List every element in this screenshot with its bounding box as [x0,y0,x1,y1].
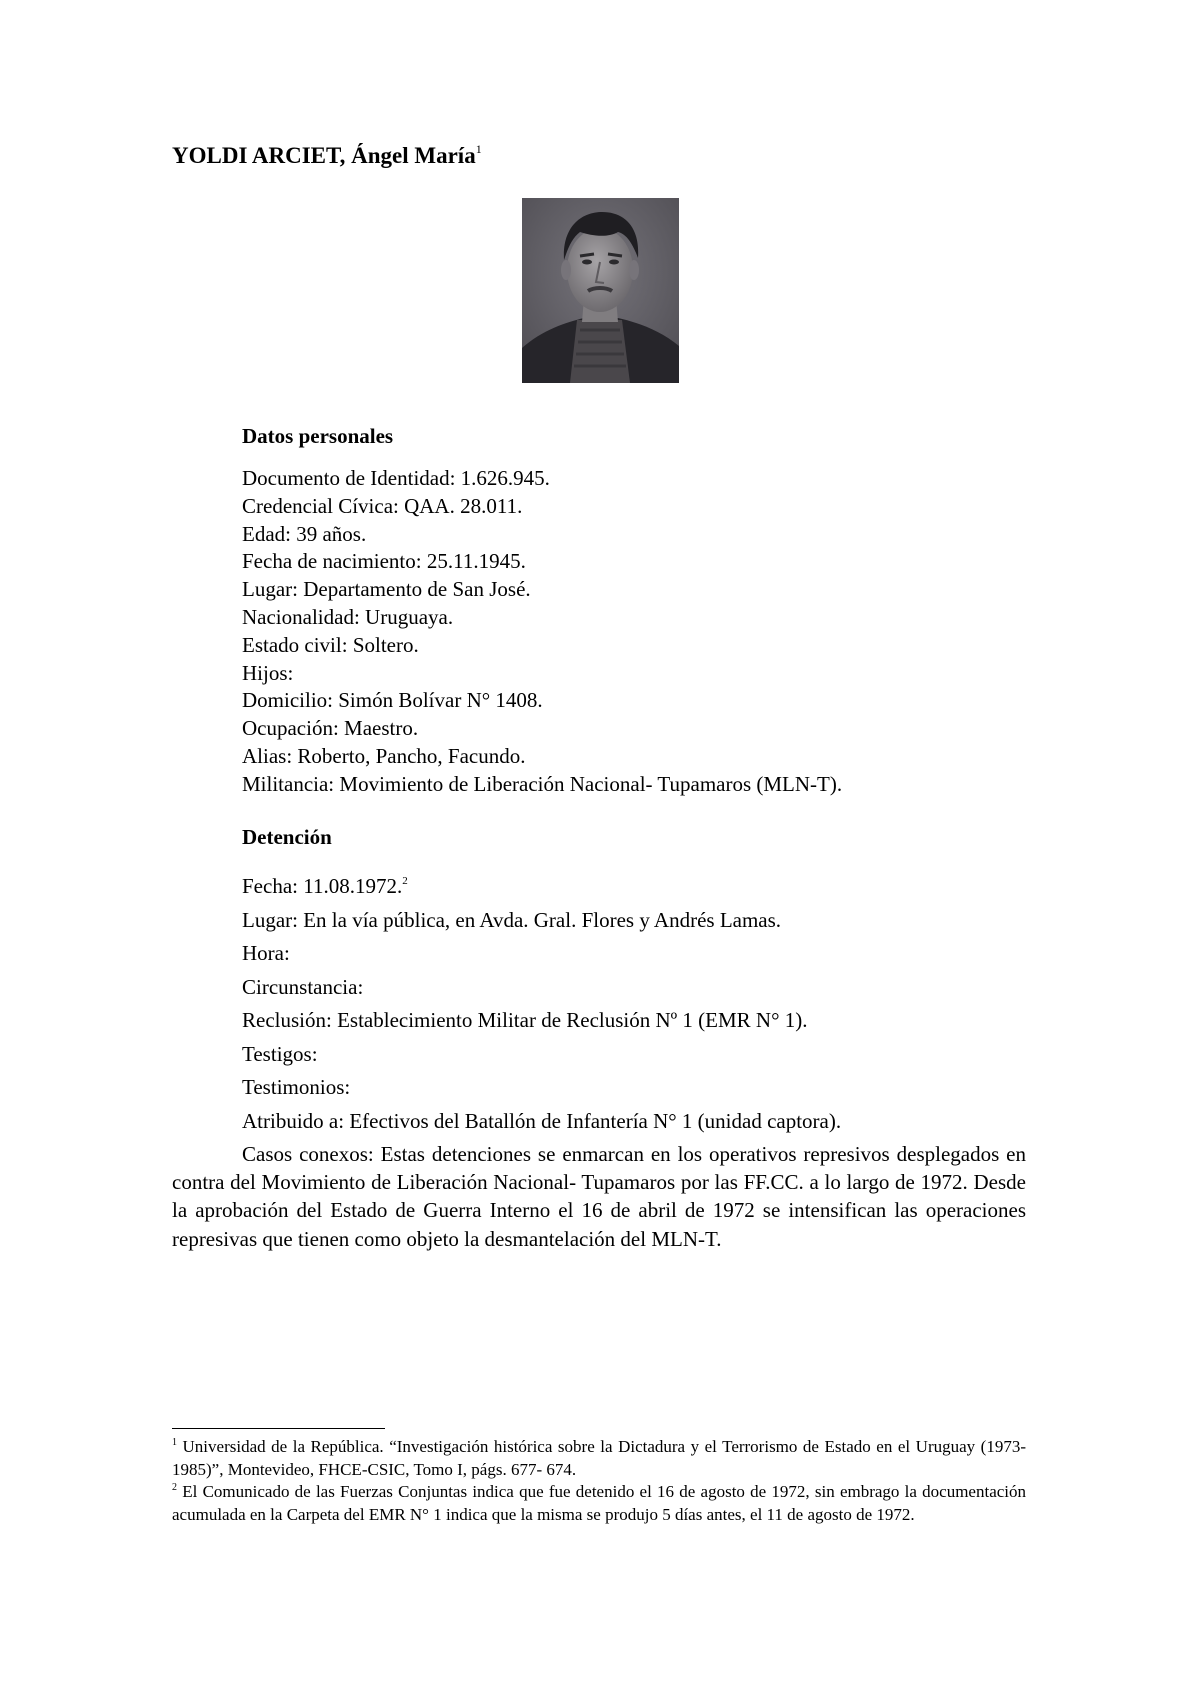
footnote-number: 2 [172,1482,177,1493]
detencion-line: Circunstancia: [242,974,364,999]
portrait-photo [522,198,679,383]
datos-line: Alias: Roberto, Pancho, Facundo. [242,743,526,768]
footnote-text: El Comunicado de las Fuerzas Conjuntas indica que fue detenido el 16 de agosto de 1972, sin embrago la documentación acumulada en la Carpeta del EMR N° 1 indica que la misma se produjo 5 días antes, el 11 de agosto de 1972. [172,1482,1027,1524]
datos-line: Fecha de nacimiento: 25.11.1945. [242,549,526,574]
footnote-number: 1 [172,1437,177,1448]
footnote-ref-1: 1 [475,142,482,156]
detencion-line: Atribuido a: Efectivos del Batallón de Infantería N° 1 (unidad captora). [242,1108,842,1133]
casos-conexos-paragraph: Casos conexos: Estas detenciones se enmarcan en los operativos represivos desplegados en contra del Movimiento de Liberación Nacional- Tupamaros por las FF.CC. a lo largo de 1972. Desde la aprobación del Estado de Guerra Interno el 16 de abril de 1972 se intensifican las operaciones represivas que tienen como objeto la desmantelación del MLN-T. [172,1142,1026,1251]
detencion-line: Testigos: [242,1041,318,1066]
portrait-photo-icon [522,198,679,383]
datos-line: Ocupación: Maestro. [242,716,419,741]
datos-line: Estado civil: Soltero. [242,632,419,657]
footnote-2 [172,1481,1026,1526]
footnote-ref-2: 2 [402,875,408,887]
footnote-divider [172,1428,385,1429]
detencion-list [242,870,841,1138]
section-heading-detencion: Detención [242,825,332,849]
footnotes [172,1436,1026,1526]
detencion-line: Lugar: En la vía pública, en Avda. Gral. Flores y Andrés Lamas. [242,907,782,932]
datos-line: Domicilio: Simón Bolívar N° 1408. [242,688,543,713]
footnote-text: Universidad de la República. “Investigación histórica sobre la Dictadura y el Terrorismo de Estado en el Uruguay (1973-1985)”, Montevideo, FHCE-CSIC, Tomo I, págs. 677- 674. [172,1437,1026,1479]
datos-line: Militancia: Movimiento de Liberación Nacional- Tupamaros (MLN-T). [242,771,843,796]
datos-line: Documento de Identidad: 1.626.945. [242,466,550,490]
footnote-1 [172,1436,1026,1481]
detencion-fecha-text: Fecha: 11.08.1972. [242,874,403,898]
section-heading-datos-personales: Datos personales [242,424,394,448]
detencion-line: Hora: [242,941,290,965]
person-name: YOLDI ARCIET, Ángel María [172,143,476,168]
datos-line: Credencial Cívica: QAA. 28.011. [242,493,523,518]
detencion-line: Testimonios: [242,1075,351,1099]
datos-line: Nacionalidad: Uruguaya. [242,604,454,629]
page-title [172,143,482,167]
detencion-fecha [242,870,841,904]
datos-line: Lugar: Departamento de San José. [242,577,531,602]
detencion-line: Reclusión: Establecimiento Militar de Reclusión Nº 1 (EMR N° 1). [242,1008,808,1032]
datos-line: Edad: 39 años. [242,521,367,546]
datos-personales-list [242,465,842,799]
datos-line: Hijos: [242,660,294,685]
